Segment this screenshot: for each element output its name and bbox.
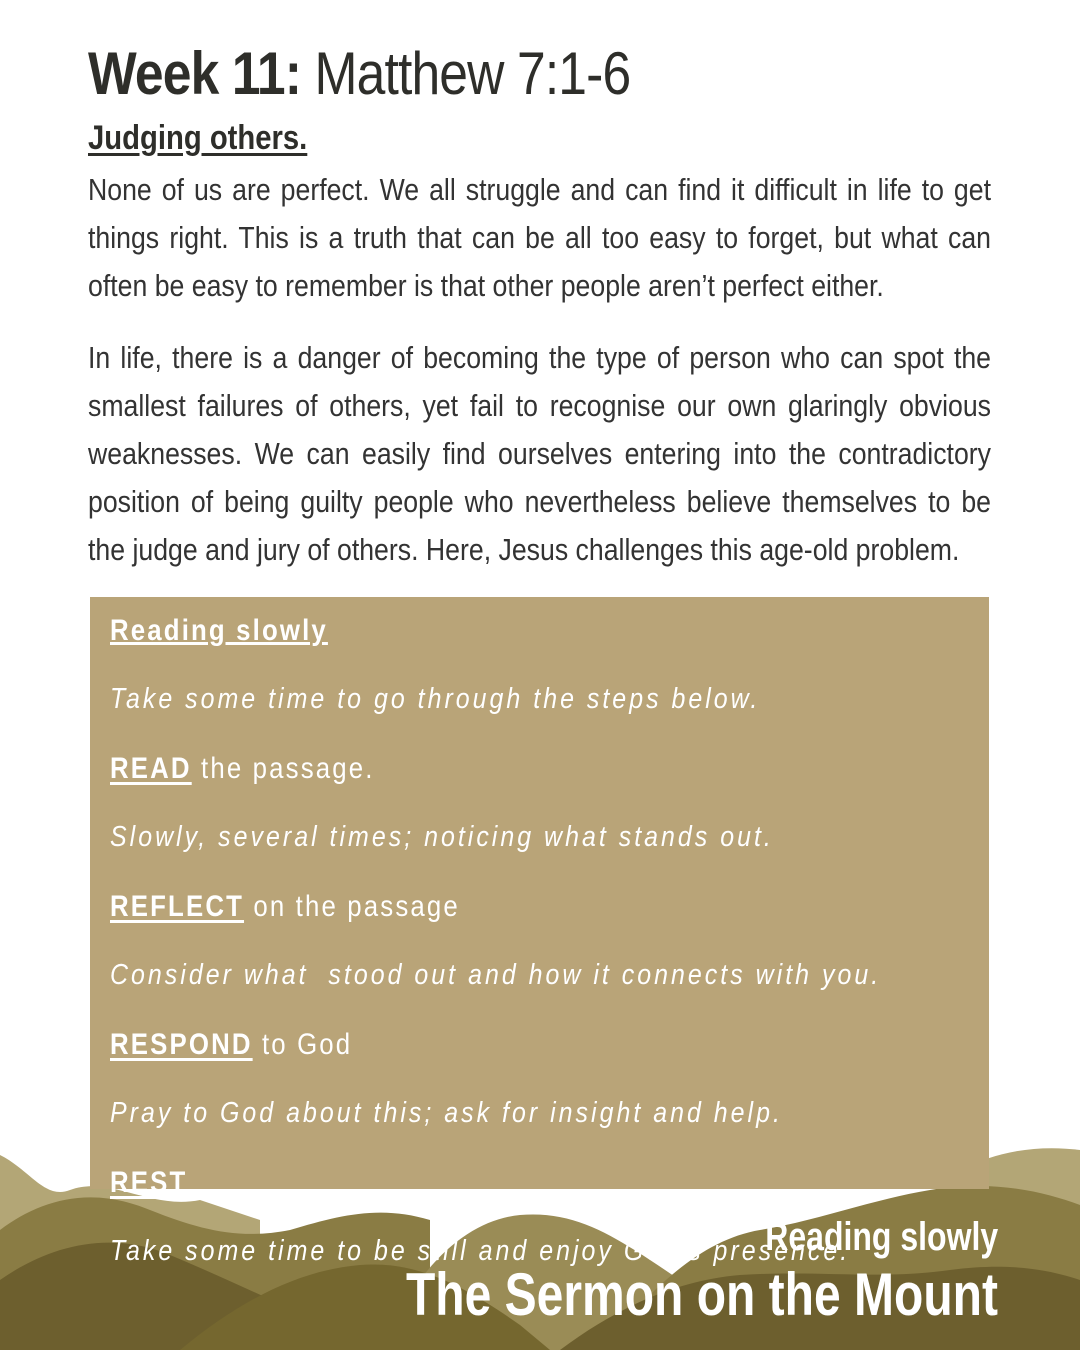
- step-label: to God: [252, 1028, 353, 1061]
- step-reflect: [110, 883, 970, 931]
- step-read: [110, 745, 970, 793]
- reading-steps-box: [90, 597, 989, 1267]
- step-keyword: RESPOND: [110, 1028, 253, 1061]
- step-description: Consider what stood out and how it connects with you.: [110, 959, 882, 991]
- step-respond: [110, 1021, 970, 1069]
- step-label: the passage.: [191, 752, 375, 785]
- step-description: Take some time to be still and enjoy God’s presence.: [110, 1235, 851, 1267]
- passage-reference: Matthew 7:1-6: [314, 40, 631, 107]
- step-keyword: REST: [110, 1166, 188, 1199]
- step-description: Pray to God about this; ask for insight and help.: [110, 1097, 783, 1129]
- step-label: on the passage: [244, 890, 460, 923]
- intro-paragraph: In life, there is a danger of becoming the type of person who can spot the smallest failures of others, yet fail to recognise our own glaringly obvious weaknesses. We can easily find ourselves entering into the contradictory position of being guilty people who nevertheless believe themselves to be the judge and jury of others. Here, Jesus challenges this age-old problem.: [88, 340, 991, 567]
- intro-paragraph: None of us are perfect. We all struggle and can find it difficult in life to get things right. This is a truth that can be all too easy to forget, but what can often be easy to remember is that other people aren’t perfect either.: [88, 172, 991, 303]
- step-description: Slowly, several times; noticing what stands out.: [110, 821, 774, 853]
- section-subtitle: Judging others.: [88, 119, 308, 157]
- step-rest: [110, 1159, 970, 1207]
- week-label: Week 11:: [88, 40, 302, 107]
- series-title: The Sermon on the Mount: [406, 1261, 998, 1328]
- intro-text: [88, 166, 991, 574]
- series-label: Reading slowly: [765, 1215, 998, 1259]
- page-title: [88, 38, 630, 110]
- step-keyword: REFLECT: [110, 890, 245, 923]
- box-heading: Reading slowly: [110, 614, 328, 647]
- step-keyword: READ: [110, 752, 192, 785]
- box-instruction: Take some time to go through the steps below.: [110, 683, 761, 715]
